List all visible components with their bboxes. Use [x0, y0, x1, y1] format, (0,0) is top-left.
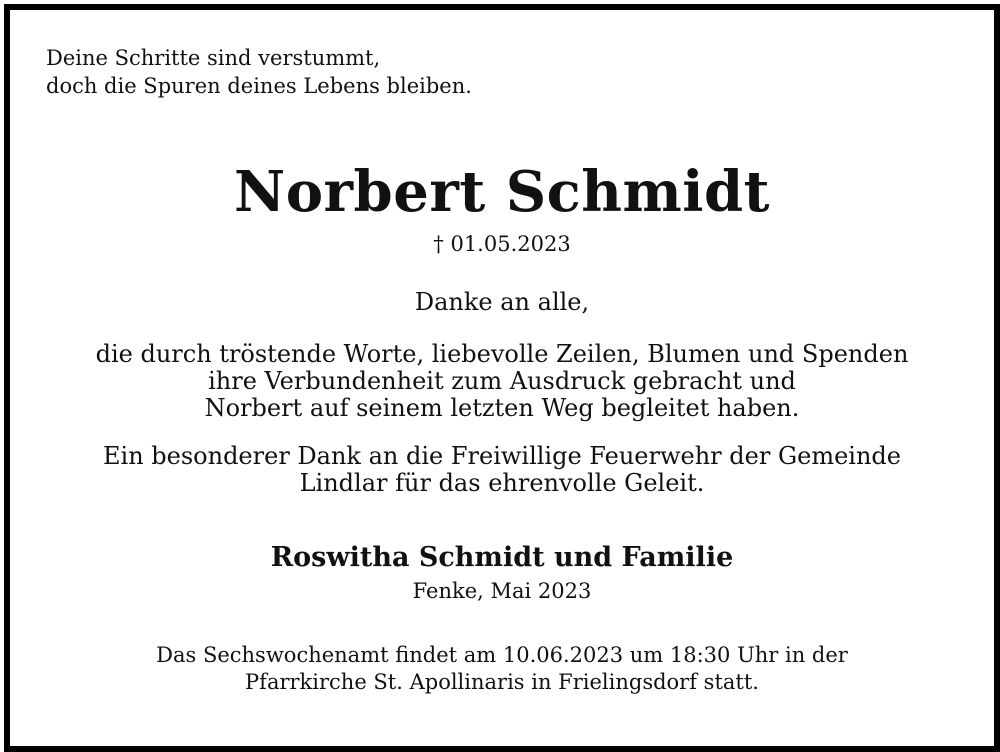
signer-name: Roswitha Schmidt und Familie [270, 542, 734, 573]
notice-line: Das Sechswochenamt findet am 10.06.2023 um 18:30 Uhr in der [156, 643, 848, 667]
deceased-name: Norbert Schmidt [234, 159, 770, 225]
thanks-body-line: Norbert auf seinem letzten Weg begleitet haben. [204, 394, 800, 422]
place-and-date: Fenke, Mai 2023 [412, 579, 592, 603]
motto-verse [46, 44, 472, 100]
obituary-border-frame [4, 4, 1000, 752]
memorial-mass-notice [10, 642, 994, 696]
thanks-body-line: ihre Verbundenheit zum Ausdruck gebracht und [208, 367, 796, 395]
thanks-body-line: die durch tröstende Worte, liebevolle Zeilen, Blumen und Spenden [95, 340, 909, 368]
motto-line: Deine Schritte sind verstummt, [46, 46, 381, 70]
special-thanks-line: Lindlar für das ehrenvolle Geleit. [299, 469, 705, 497]
thanks-body [10, 341, 994, 422]
death-date: † 01.05.2023 [433, 232, 571, 256]
thanks-title: Danke an alle, [414, 288, 590, 316]
notice-line: Pfarrkirche St. Apollinaris in Frielingsdorf statt. [245, 670, 759, 694]
special-thanks [10, 443, 994, 497]
motto-line: doch die Spuren deines Lebens bleiben. [46, 74, 472, 98]
special-thanks-line: Ein besonderer Dank an die Freiwillige Feuerwehr der Gemeinde [103, 442, 901, 470]
